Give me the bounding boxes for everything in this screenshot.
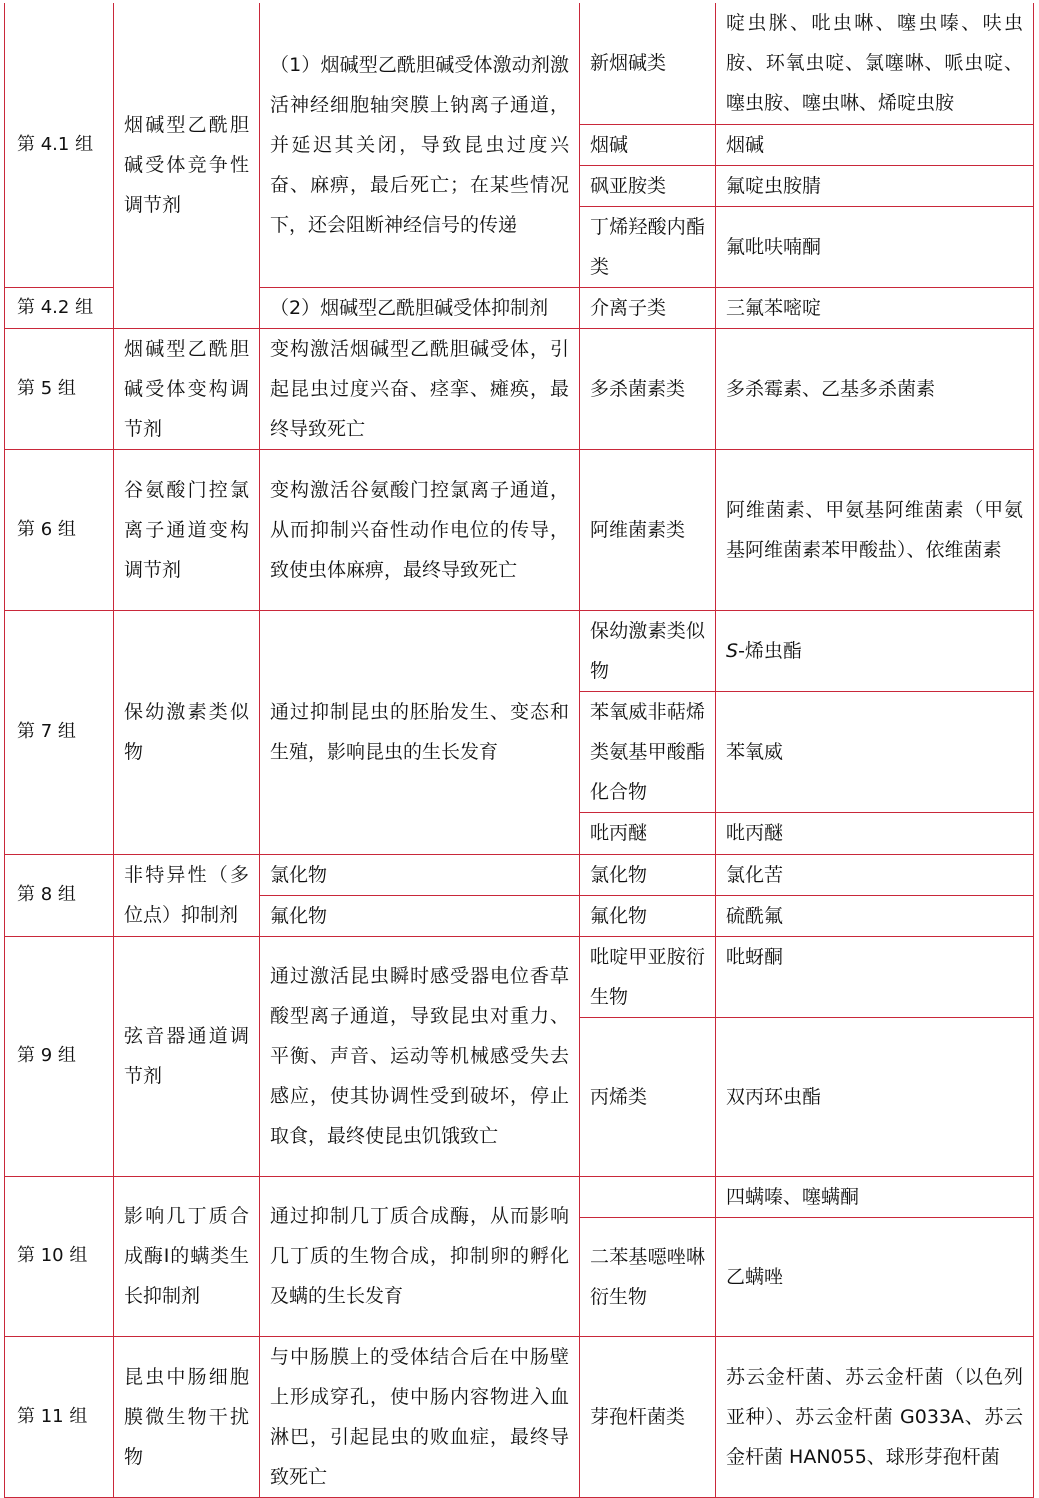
chemical-class-cell: 介离子类 — [580, 287, 716, 328]
active-ingredient-cell — [716, 610, 1034, 691]
chemical-class-cell: 多杀菌素类 — [580, 328, 716, 449]
mode-of-action-cell: 通过抑制几丁质合成酶，从而影响几丁质的生物合成，抑制卵的孵化及螨的生长发育 — [260, 1176, 580, 1336]
table-row — [5, 1336, 1034, 1497]
mechanism-cell: 弦音器通道调节剂 — [114, 936, 260, 1176]
mode-of-action-cell: 氟化物 — [260, 895, 580, 936]
mode-of-action-cell: （2）烟碱型乙酰胆碱受体抑制剂 — [260, 287, 580, 328]
mechanism-cell: 烟碱型乙酰胆碱受体竞争性调节剂 — [114, 3, 260, 328]
active-ingredient-cell: 苯氧威 — [716, 691, 1034, 812]
mechanism-cell: 保幼激素类似物 — [114, 610, 260, 854]
chemical-class-cell — [580, 1176, 716, 1217]
mode-of-action-cell: 氯化物 — [260, 854, 580, 895]
active-ingredient-cell: 乙螨唑 — [716, 1217, 1034, 1336]
chemical-class-cell: 砜亚胺类 — [580, 165, 716, 206]
mode-of-action-cell: 通过抑制昆虫的胚胎发生、变态和生殖，影响昆虫的生长发育 — [260, 610, 580, 854]
chemical-class-cell: 丁烯羟酸内酯类 — [580, 206, 716, 287]
table-row — [5, 328, 1034, 449]
table-row — [5, 449, 1034, 610]
ingredient-prefix: S — [726, 639, 739, 662]
mechanism-cell: 烟碱型乙酰胆碱受体变构调节剂 — [114, 328, 260, 449]
chemical-class-cell: 烟碱 — [580, 124, 716, 165]
group-label: 第 11 组 — [5, 1336, 114, 1497]
table-row — [5, 854, 1034, 895]
mode-of-action-cell: 通过激活昆虫瞬时感受器电位香草酸型离子通道，导致昆虫对重力、平衡、声音、运动等机械感受失去感应，使其协调性受到破坏，停止取食，最终使昆虫饥饿致亡 — [260, 936, 580, 1176]
ingredient-name: -烯虫酯 — [738, 639, 802, 662]
group-label: 第 4.1 组 — [5, 3, 114, 287]
chemical-class-cell: 新烟碱类 — [580, 3, 716, 124]
table-row — [5, 936, 1034, 1017]
chemical-class-cell: 氯化物 — [580, 854, 716, 895]
mode-of-action-cell: （1）烟碱型乙酰胆碱受体激动剂激活神经细胞轴突膜上钠离子通道，并延迟其关闭，导致昆虫过度兴奋、麻痹，最后死亡；在某些情况下，还会阻断神经信号的传递 — [260, 3, 580, 287]
active-ingredient-cell: 吡丙醚 — [716, 812, 1034, 854]
active-ingredient-cell: 烟碱 — [716, 124, 1034, 165]
mechanism-cell: 谷氨酸门控氯离子通道变构调节剂 — [114, 449, 260, 610]
active-ingredient-cell: 吡蚜酮 — [716, 936, 1034, 1017]
mechanism-cell: 昆虫中肠细胞膜微生物干扰物 — [114, 1336, 260, 1497]
table-row — [5, 3, 1034, 124]
chemical-class-cell: 保幼激素类似物 — [580, 610, 716, 691]
table-row — [5, 610, 1034, 691]
chemical-class-cell: 吡丙醚 — [580, 812, 716, 854]
chemical-class-cell: 阿维菌素类 — [580, 449, 716, 610]
active-ingredient-cell: 啶虫脒、吡虫啉、噻虫嗪、呋虫胺、环氧虫啶、氯噻啉、哌虫啶、噻虫胺、噻虫啉、烯啶虫胺 — [716, 3, 1034, 124]
group-label: 第 10 组 — [5, 1176, 114, 1336]
active-ingredient-cell: 阿维菌素、甲氨基阿维菌素（甲氨基阿维菌素苯甲酸盐）、依维菌素 — [716, 449, 1034, 610]
active-ingredient-cell: 双丙环虫酯 — [716, 1017, 1034, 1176]
group-label: 第 6 组 — [5, 449, 114, 610]
active-ingredient-cell: 三氟苯嘧啶 — [716, 287, 1034, 328]
group-label: 第 5 组 — [5, 328, 114, 449]
mechanism-cell: 非特异性（多位点）抑制剂 — [114, 854, 260, 936]
mode-of-action-cell: 变构激活烟碱型乙酰胆碱受体，引起昆虫过度兴奋、痉挛、瘫痪，最终导致死亡 — [260, 328, 580, 449]
active-ingredient-cell: 硫酰氟 — [716, 895, 1034, 936]
chemical-class-cell: 氟化物 — [580, 895, 716, 936]
active-ingredient-cell: 氯化苦 — [716, 854, 1034, 895]
chemical-class-cell: 芽孢杆菌类 — [580, 1336, 716, 1497]
active-ingredient-cell: 氟啶虫胺腈 — [716, 165, 1034, 206]
active-ingredient-cell: 多杀霉素、乙基多杀菌素 — [716, 328, 1034, 449]
insecticide-classification-table — [4, 3, 1034, 1498]
active-ingredient-cell: 四螨嗪、噻螨酮 — [716, 1176, 1034, 1217]
group-label: 第 4.2 组 — [5, 287, 114, 328]
table-row — [5, 1176, 1034, 1217]
chemical-class-cell: 丙烯类 — [580, 1017, 716, 1176]
group-label: 第 8 组 — [5, 854, 114, 936]
active-ingredient-cell: 氟吡呋喃酮 — [716, 206, 1034, 287]
group-label: 第 9 组 — [5, 936, 114, 1176]
chemical-class-cell: 二苯基噁唑啉衍生物 — [580, 1217, 716, 1336]
chemical-class-cell: 苯氧威非萜烯类氨基甲酸酯化合物 — [580, 691, 716, 812]
mechanism-cell: 影响几丁质合成酶Ⅰ的螨类生长抑制剂 — [114, 1176, 260, 1336]
chemical-class-cell: 吡啶甲亚胺衍生物 — [580, 936, 716, 1017]
mode-of-action-cell: 变构激活谷氨酸门控氯离子通道，从而抑制兴奋性动作电位的传导，致使虫体麻痹，最终导致死亡 — [260, 449, 580, 610]
mode-of-action-cell: 与中肠膜上的受体结合后在中肠壁上形成穿孔，使中肠内容物进入血淋巴，引起昆虫的败血症，最终导致死亡 — [260, 1336, 580, 1497]
active-ingredient-cell: 苏云金杆菌、苏云金杆菌（以色列亚种）、苏云金杆菌 G033A、苏云金杆菌 HAN055、球形芽孢杆菌 — [716, 1336, 1034, 1497]
group-label: 第 7 组 — [5, 610, 114, 854]
